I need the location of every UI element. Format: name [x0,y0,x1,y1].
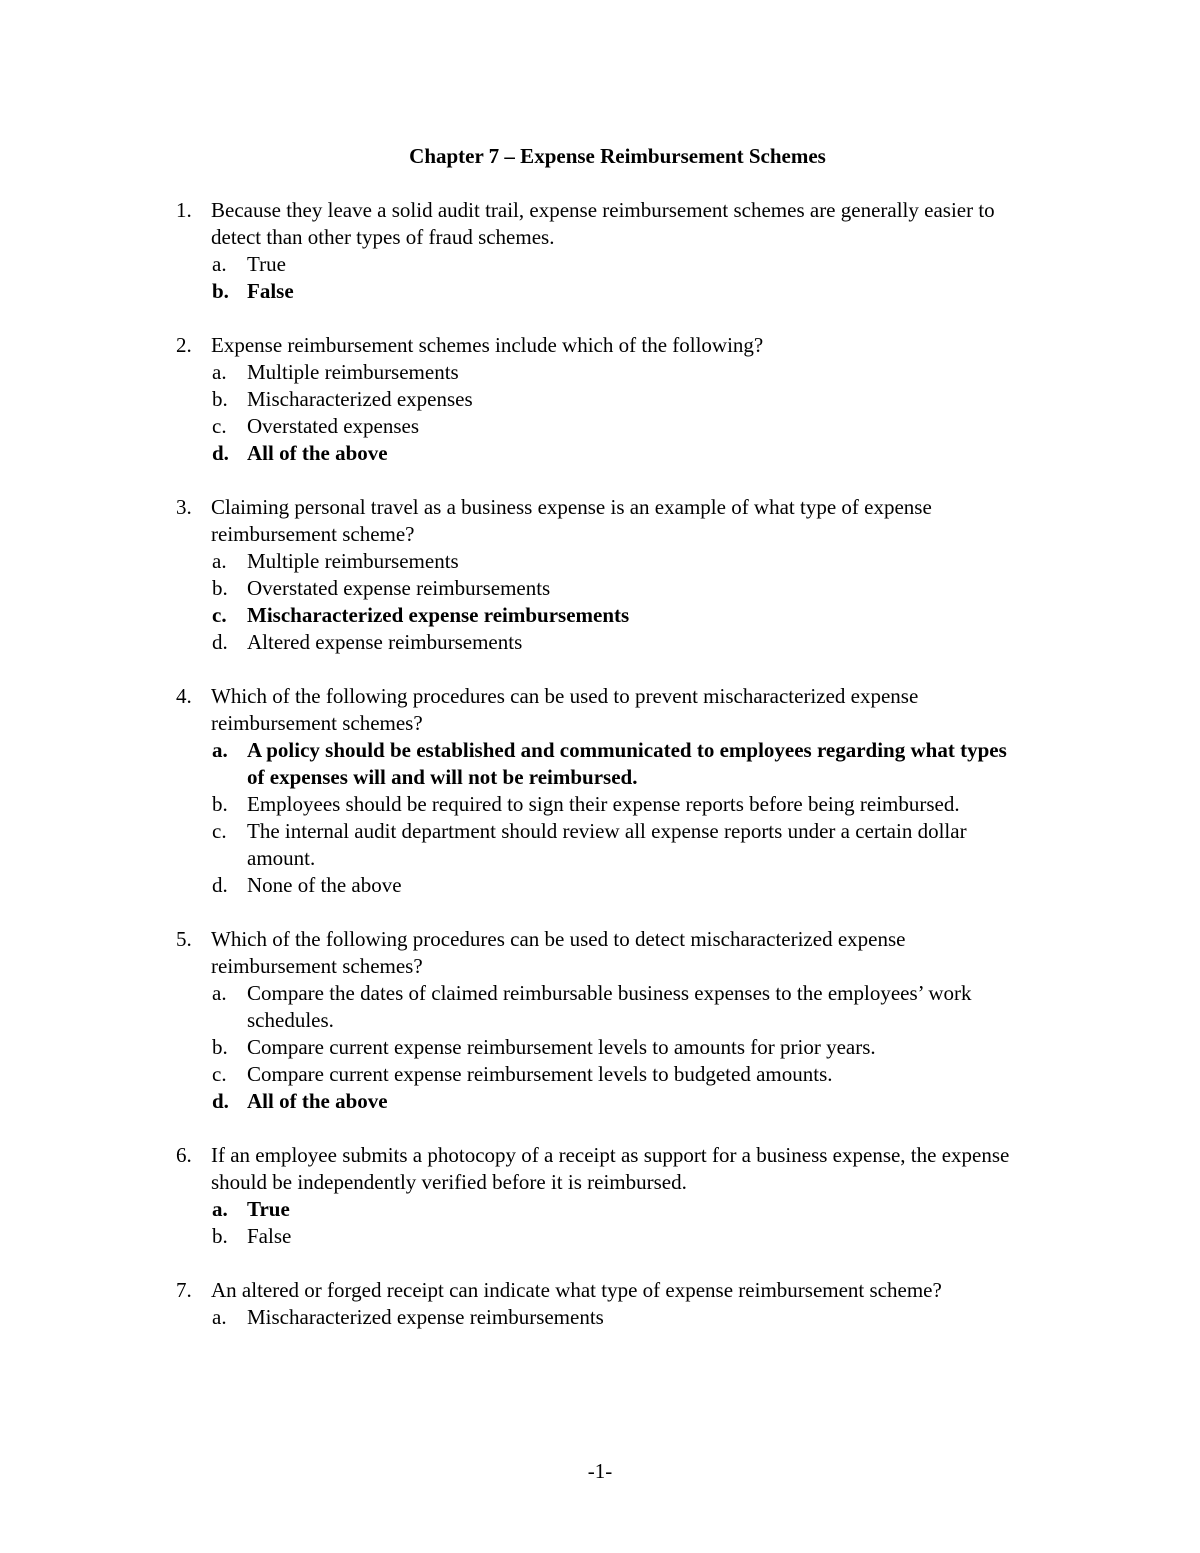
option-letter: b. [212,792,228,816]
question-text: Which of the following procedures can be used to detect mischaracterized expense reimbursement schemes? [211,927,906,978]
question-number: 6. [176,1143,192,1167]
option-text: Multiple reimbursements [247,549,459,573]
question-number: 4. [176,684,192,708]
answer-option [0,1304,1027,1331]
option-text: Altered expense reimbursements [247,630,523,654]
option-letter: b. [212,1224,228,1248]
question-text: Because they leave a solid audit trail, expense reimbursement schemes are generally easier to detect than other types of fraud schemes. [211,198,995,249]
option-text: A policy should be established and communicated to employees regarding what types of expenses will and will not be reimbursed. [247,738,1007,789]
question-line [0,332,1023,359]
answer-option [0,575,1027,602]
option-letter: a. [212,360,227,384]
option-letter: c. [212,819,227,843]
option-letter: d. [212,630,228,654]
question-text: If an employee submits a photocopy of a receipt as support for a business expense, the expense should be independently verified before it is reimbursed. [211,1143,1010,1194]
page-number: -1- [587,1459,613,1483]
option-text: True [247,252,286,276]
question-5 [0,926,1200,1115]
option-text: Compare current expense reimbursement levels to budgeted amounts. [247,1062,833,1086]
option-text: Mischaracterized expenses [247,387,473,411]
question-number: 5. [176,927,192,951]
answer-option-correct [0,440,1027,467]
option-text: All of the above [247,1089,388,1113]
question-line [0,1277,1023,1304]
answer-option [0,386,1027,413]
question-number: 1. [176,198,192,222]
option-letter: b. [212,279,229,303]
question-line [0,683,1023,737]
option-text: Compare current expense reimbursement levels to amounts for prior years. [247,1035,876,1059]
option-text: Overstated expense reimbursements [247,576,551,600]
option-letter: b. [212,387,228,411]
question-number: 2. [176,333,192,357]
page-title: Chapter 7 – Expense Reimbursement Schemes [409,144,826,168]
question-number: 7. [176,1278,192,1302]
option-letter: a. [212,981,227,1005]
answer-option [0,548,1027,575]
answer-option [0,251,1027,278]
answer-option-correct [0,278,1027,305]
option-letter: a. [212,549,227,573]
option-letter: c. [212,603,227,627]
option-letter: d. [212,441,229,465]
answer-option [0,413,1027,440]
answer-option [0,791,1027,818]
option-text: Mischaracterized expense reimbursements [247,603,630,627]
answer-option [0,629,1027,656]
question-text: Expense reimbursement schemes include which of the following? [211,333,764,357]
question-line [0,494,1023,548]
option-text: False [247,279,294,303]
option-letter: d. [212,873,228,897]
question-2 [0,332,1200,467]
option-text: False [247,1224,292,1248]
option-text: Mischaracterized expense reimbursements [247,1305,604,1329]
option-letter: c. [212,1062,227,1086]
question-6 [0,1142,1200,1250]
answer-option [0,872,1027,899]
answer-option-correct [0,737,1027,791]
answer-option [0,1034,1027,1061]
option-letter: b. [212,1035,228,1059]
question-3 [0,494,1200,656]
question-text: Claiming personal travel as a business expense is an example of what type of expense reimbursement scheme? [211,495,932,546]
option-letter: a. [212,1305,227,1329]
answer-option [0,1061,1027,1088]
question-1 [0,197,1200,305]
question-list [0,197,1200,1358]
answer-option [0,359,1027,386]
question-4 [0,683,1200,899]
option-letter: a. [212,252,227,276]
option-text: All of the above [247,441,388,465]
question-7 [0,1277,1200,1331]
answer-option-correct [0,602,1027,629]
answer-option-correct [0,1088,1027,1115]
answer-option-correct [0,1196,1027,1223]
option-letter: b. [212,576,228,600]
question-line [0,926,1023,980]
question-number: 3. [176,495,192,519]
option-text: The internal audit department should review all expense reports under a certain dollar amount. [247,819,967,870]
question-text: Which of the following procedures can be used to prevent mischaracterized expense reimbursement schemes? [211,684,919,735]
option-letter: a. [212,738,228,762]
option-text: Overstated expenses [247,414,420,438]
question-line [0,1142,1023,1196]
option-letter: c. [212,414,227,438]
answer-option [0,1223,1027,1250]
option-text: Multiple reimbursements [247,360,459,384]
answer-option [0,980,1027,1034]
option-text: Employees should be required to sign their expense reports before being reimbursed. [247,792,960,816]
option-letter: a. [212,1197,228,1221]
question-line [0,197,1023,251]
answer-option [0,818,1027,872]
option-text: None of the above [247,873,402,897]
option-text: Compare the dates of claimed reimbursable business expenses to the employees’ work schedules. [247,981,972,1032]
option-letter: d. [212,1089,229,1113]
option-text: True [247,1197,290,1221]
question-text: An altered or forged receipt can indicate what type of expense reimbursement scheme? [211,1278,942,1302]
